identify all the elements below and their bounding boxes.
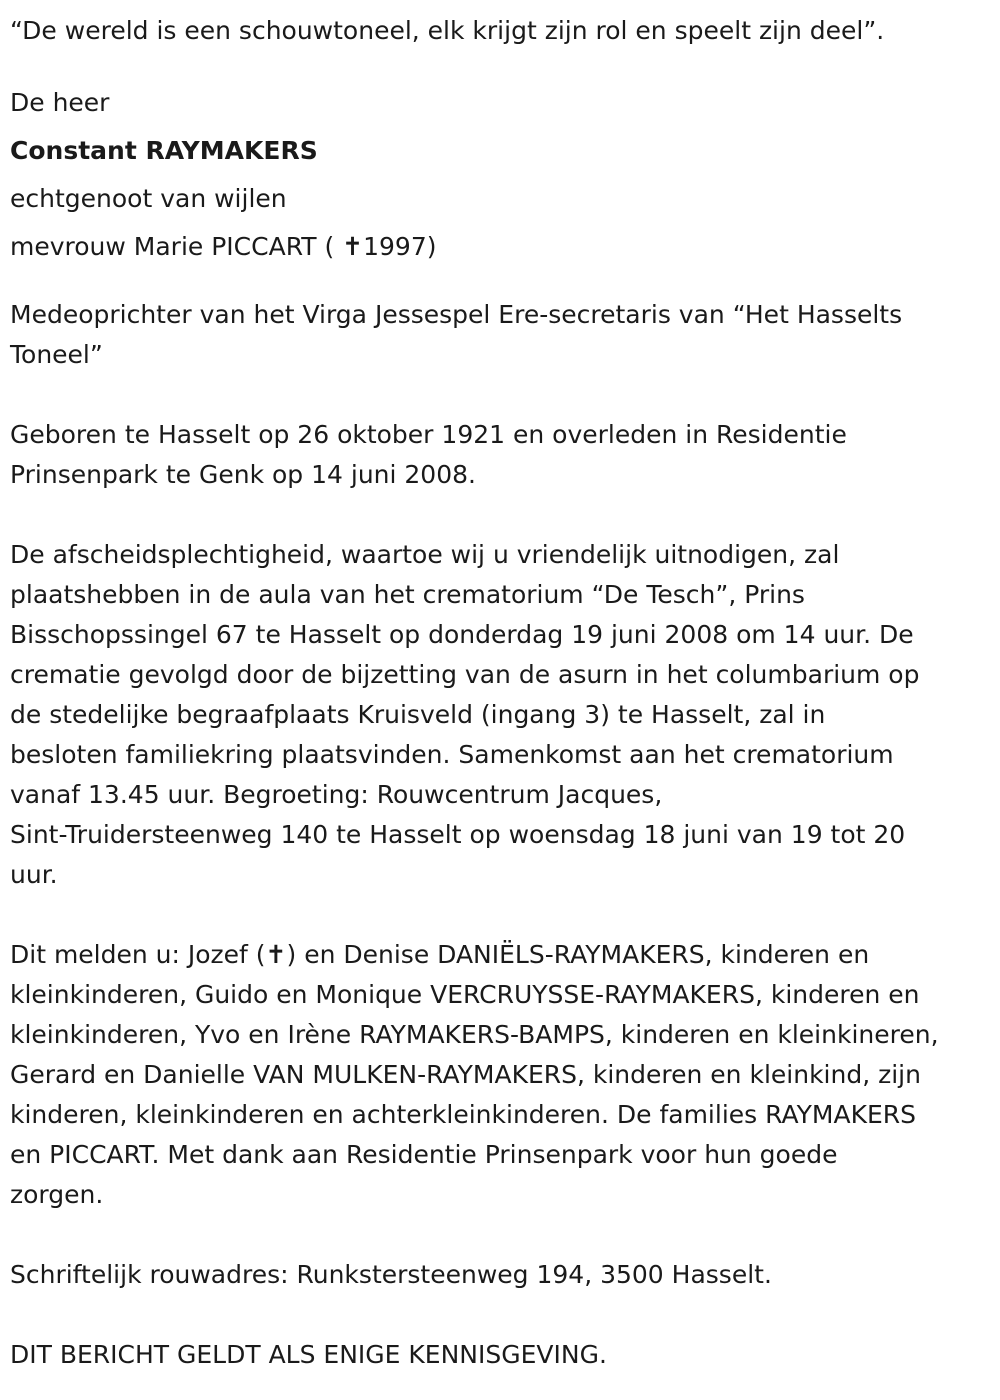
text-line: Gerard en Danielle VAN MULKEN-RAYMAKERS, kinderen en kleinkind, zijn [10, 1060, 921, 1089]
spacer [10, 271, 992, 295]
text-line: uur. [10, 860, 58, 889]
text-line: Toneel” [10, 340, 103, 369]
text-line: besloten familiekring plaatsvinden. Samenkomst aan het crematorium [10, 740, 894, 769]
text-line: Bisschopssingel 67 te Hasselt op donderdag 19 juni 2008 om 14 uur. De [10, 620, 914, 649]
birth-death-paragraph [10, 415, 992, 495]
spacer [10, 55, 992, 79]
text-line: Sint-Truidersteenweg 140 te Hasselt op woensdag 18 juni van 19 tot 20 [10, 820, 906, 849]
closing-statement: DIT BERICHT GELDT ALS ENIGE KENNISGEVING. [10, 1340, 607, 1369]
family-paragraph [10, 935, 992, 1215]
obituary-notice [10, 7, 992, 1375]
spacer [10, 895, 992, 935]
text-line: zorgen. [10, 1180, 104, 1209]
text-line: Dit melden u: Jozef (✝) en Denise DANIËLS-RAYMAKERS, kinderen en [10, 940, 870, 969]
text-line: Prinsenpark te Genk op 14 juni 2008. [10, 460, 476, 489]
spacer [10, 495, 992, 535]
text-line: kleinkinderen, Guido en Monique VERCRUYSSE-RAYMAKERS, kinderen en [10, 980, 920, 1009]
spouse-text: mevrouw Marie PICCART ( ✝1997) [10, 232, 437, 261]
spacer [10, 375, 992, 415]
text-line: De afscheidsplechtigheid, waartoe wij u vriendelijk uitnodigen, zal [10, 540, 840, 569]
spacer [10, 1215, 992, 1255]
text-line: kinderen, kleinkinderen en achterkleinkinderen. De families RAYMAKERS [10, 1100, 917, 1129]
spacer [10, 1295, 992, 1335]
text-line: crematie gevolgd door de bijzetting van de asurn in het columbarium op [10, 660, 920, 689]
text-line: kleinkinderen, Yvo en Irène RAYMAKERS-BAMPS, kinderen en kleinkineren, [10, 1020, 939, 1049]
deceased-name: Constant RAYMAKERS [10, 136, 318, 165]
relation-text: echtgenoot van wijlen [10, 184, 287, 213]
text-line: en PICCART. Met dank aan Residentie Prinsenpark voor hun goede [10, 1140, 838, 1169]
ceremony-paragraph [10, 535, 992, 895]
roles-paragraph [10, 295, 992, 375]
salutation: De heer [10, 88, 110, 117]
text-line: plaatshebben in de aula van het crematorium “De Tesch”, Prins [10, 580, 805, 609]
text-line: Geboren te Hasselt op 26 oktober 1921 en overleden in Residentie [10, 420, 847, 449]
text-line: de stedelijke begraafplaats Kruisveld (ingang 3) te Hasselt, zal in [10, 700, 826, 729]
text-line: Medeoprichter van het Virga Jessespel Ere-secretaris van “Het Hasselts [10, 300, 903, 329]
mourning-address: Schriftelijk rouwadres: Runkstersteenweg 194, 3500 Hasselt. [10, 1260, 772, 1289]
text-line: vanaf 13.45 uur. Begroeting: Rouwcentrum Jacques, [10, 780, 663, 809]
opening-quote: “De wereld is een schouwtoneel, elk krijgt zijn rol en speelt zijn deel”. [10, 16, 885, 45]
